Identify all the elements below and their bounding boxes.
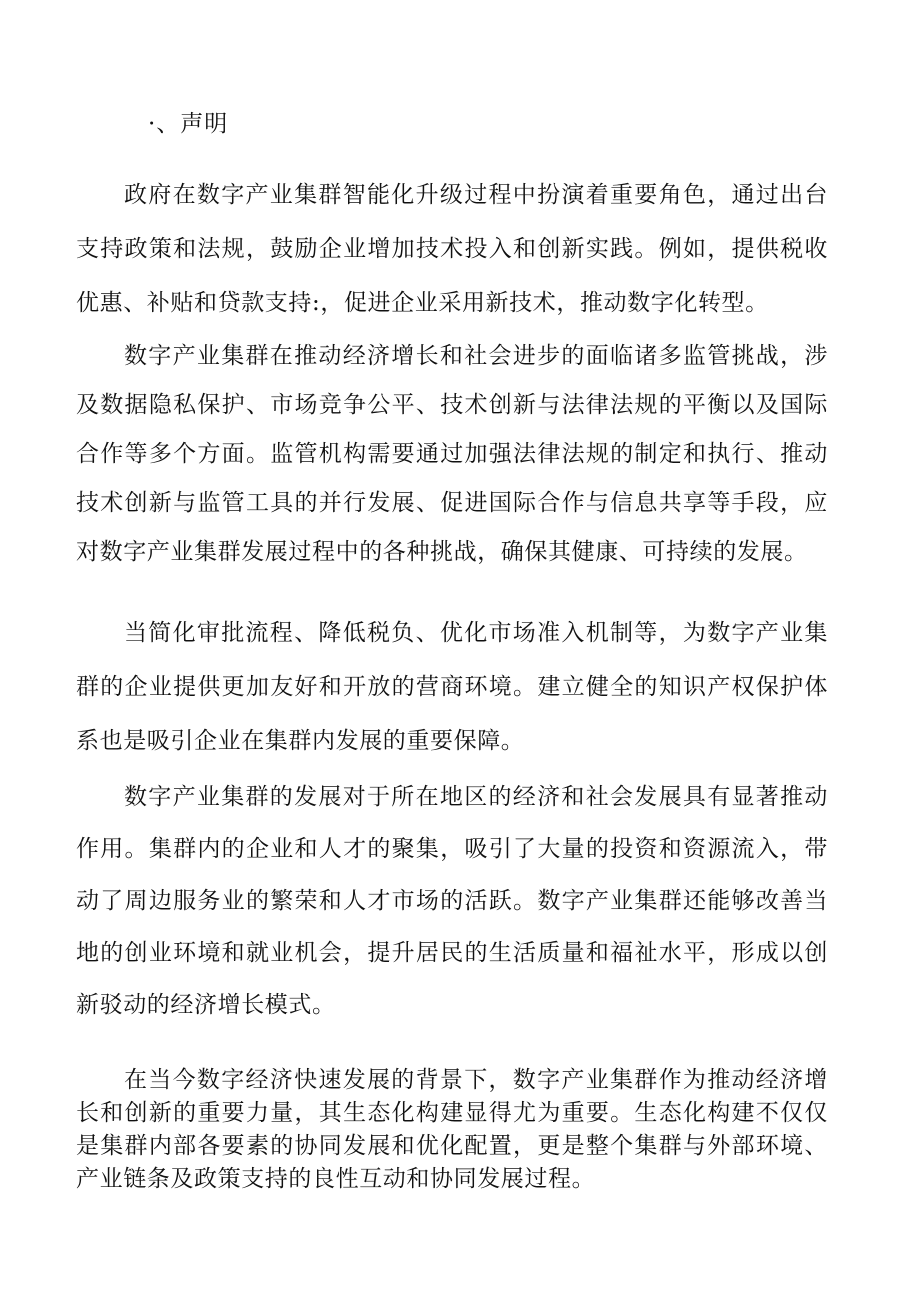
paragraph-regulatory-challenges: 数字产业集群在推动经济增长和社会进步的面临诸多监管挑战，涉及数据隐私保护、市场竞争公平、技术创新与法律法规的平衡以及国际合作等多个方面。监管机构需要通过加强法律法规的制定和执行、推动技术创新与监管工具的并行发展、促进国际合作与信息共享等手段，应对数字产业集群发展过程中的各种挑战，确保其健康、可持续的发展。 (76, 343, 828, 565)
paragraph-ecosystem-construction: 在当今数字经济快速发展的背景下，数字产业集群作为推动经济增长和创新的重要力量，其生态化构建显得尤为重要。生态化构建不仅仅是集群内部各要素的协同发展和优化配置，更是整个集群与外部环境、产业链条及政策支持的良性互动和协同发展过程。 (76, 1067, 828, 1192)
section-heading: ·、声明 (148, 111, 229, 137)
paragraph-business-environment: 当简化审批流程、降低税负、优化市场准入机制等，为数字产业集群的企业提供更加友好和开放的营商环境。建立健全的知识产权保护体系也是吸引企业在集群内发展的重要保障。 (76, 620, 828, 754)
paragraph-regional-development: 数字产业集群的发展对于所在地区的经济和社会发展具有显著推动作用。集群内的企业和人才的聚集，吸引了大量的投资和资源流入，带动了周边服务业的繁荣和人才市场的活跃。数字产业集群还能够改善当地的创业环境和就业机会，提升居民的生活质量和福祉水平，形成以创新驳动的经济增长模式。 (76, 784, 828, 1018)
paragraph-government-role: 政府在数字产业集群智能化升级过程中扮演着重要角色，通过出台支持政策和法规，鼓励企业增加技术投入和创新实践。例如，提供税收优惠、补贴和贷款支持:，促进企业采用新技术，推动数字化转型。 (76, 182, 828, 316)
